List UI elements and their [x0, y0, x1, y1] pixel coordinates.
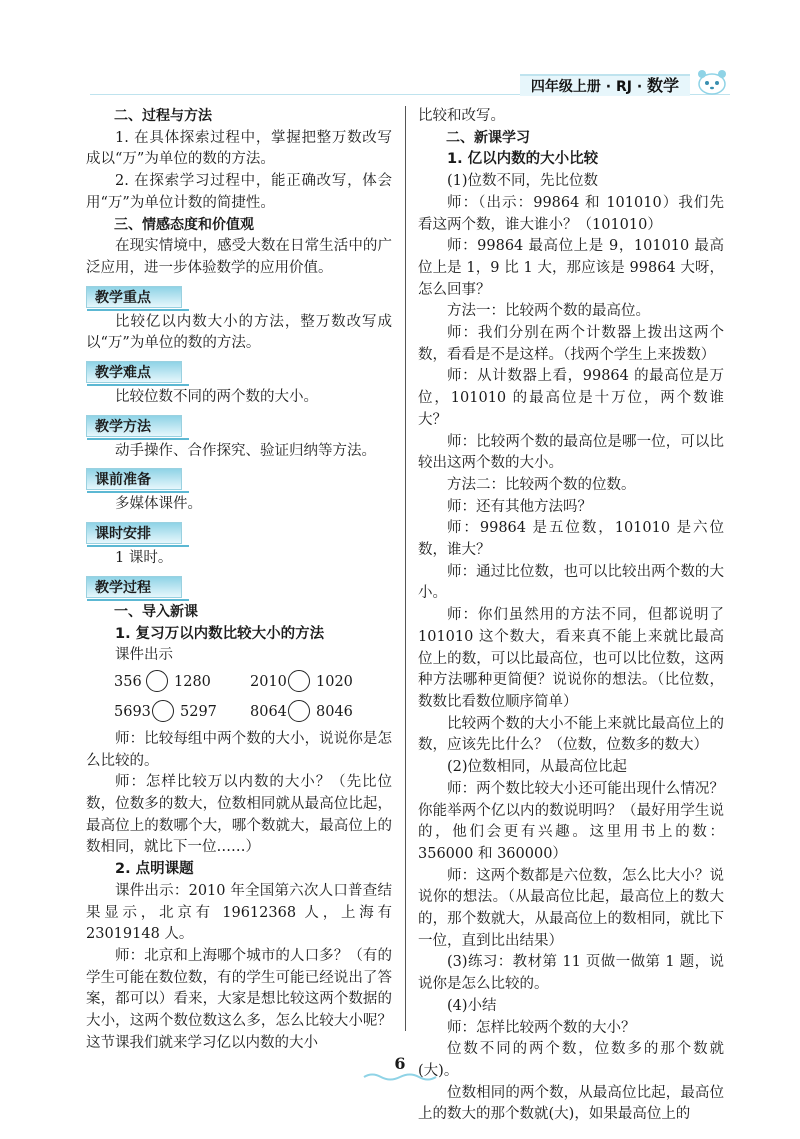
paragraph: 位数相同的两个数，从最高位比起，最高位上的数大的那个数就(大)，如果最高位上的: [418, 1084, 724, 1123]
wave-ornament-icon: [362, 1072, 438, 1082]
paragraph: 2. 在探索学习过程中，能正确改写，体会用“万”为单位计数的简捷性。: [86, 173, 392, 211]
panda-mascot-icon: [694, 66, 730, 96]
blank-circle: [288, 700, 310, 722]
paragraph: 动手操作、合作探究、验证归纳等方法。: [115, 442, 376, 459]
paragraph: 课件出示: [115, 647, 173, 664]
paragraph: 师：比较两个数的最高位是哪一位，可以比较出这两个数的大小。: [418, 433, 724, 472]
paragraph: 师：两个数比较大小还可能出现什么情况？你能举两个亿以内的数说明吗？（最好用学生说的，他们会更有兴趣。这里用书上的数：356000 和 360000）: [418, 780, 724, 862]
section-heading-emotion: 三、情感态度和价值观: [114, 216, 254, 233]
paragraph: 比较位数不同的两个数的大小。: [115, 389, 318, 406]
paragraph: 方法一：比较两个数的最高位。: [447, 303, 650, 320]
paragraph: 师：怎样比较两个数的大小？: [447, 1019, 636, 1036]
paragraph: 师：从计数器上看，99864 的最高位是万位，101010 的最高位是十万位，两个数谁大？: [418, 368, 724, 428]
paragraph: 1 课时。: [115, 550, 173, 567]
paragraph: (4)小结: [447, 997, 497, 1014]
tag-process: 教学过程: [86, 576, 182, 598]
paragraph: 1. 在具体探索过程中，掌握把整万数改写成以“万”为单位的数的方法。: [86, 129, 392, 168]
section-heading-new: 二、新课学习: [446, 129, 530, 146]
paragraph: 师：（出示：99864 和 101010）我们先看这两个数，谁大谁小？（101010）: [418, 194, 724, 233]
header-grade: 四年级上册 · RJ ·: [530, 79, 648, 95]
right-column: [418, 106, 724, 1126]
paragraph: 多媒体课件。: [115, 496, 202, 513]
paragraph: 师：还有其他方法吗？: [447, 498, 592, 515]
tag-schedule: 课时安排: [86, 522, 182, 544]
tag-difficulties: 教学难点: [86, 361, 182, 383]
subheading-topic: 2. 点明课题: [115, 861, 194, 878]
paragraph: (2)位数相同，从最高位比起: [447, 759, 628, 776]
paragraph: 师：北京和上海哪个城市的人口多？（有的学生可能在数位数，有的学生可能已经说出了答案，都可以）看来，大家是想比较这两个数据的大小，这两个数位数这么多，怎么比较大小呢？这节课我们就来学习亿以内数的大小: [86, 947, 392, 1051]
running-header: [520, 74, 690, 96]
paragraph: 比较和改写。: [418, 108, 505, 124]
paragraph: 师：99864 最高位上是 9，101010 最高位上是 1，9 比 1 大，那应该是 99864 大呀，怎么回事？: [418, 238, 724, 298]
subheading-review: 1. 复习万以内数比较大小的方法: [115, 625, 325, 642]
paragraph: (1)位数不同，先比位数: [447, 173, 599, 190]
paragraph: 师：通过比位数，也可以比较出两个数的大小。: [418, 563, 724, 602]
paragraph: 师：99864 是五位数，101010 是六位数，谁大？: [418, 520, 724, 559]
paragraph: 比较亿以内数大小的方法，整万数改写成以“万”为单位的数的方法。: [86, 313, 392, 352]
paragraph: 师：这两个数都是六位数，怎么比大小？说说你的想法。（从最高位比起，最高位上的数大的，那个数就大，从最高位上的数相同，就比下一位，直到比出结果）: [418, 867, 724, 949]
tag-preparation: 课前准备: [86, 468, 182, 490]
page-number: 6: [394, 1054, 406, 1073]
number: 8046: [316, 703, 353, 720]
compare-row-1: [86, 669, 392, 697]
paragraph: 比较两个数的大小不能上来就比最高位上的数，应该先比什么？（位数，位数多的数大）: [418, 715, 724, 754]
section-heading-intro: 一、导入新课: [114, 603, 198, 620]
paragraph: 方法二：比较两个数的位数。: [447, 476, 636, 493]
paragraph: 在现实情境中，感受大数在日常生活中的广泛应用，进一步体验数学的应用价值。: [86, 238, 392, 276]
subheading-compare: 1. 亿以内数的大小比较: [447, 151, 599, 168]
paragraph: 师：怎样比较万以内数的大小？（先比位数，位数多的数大，位数相同就从最高位比起，最高位上的数哪个大，哪个数就大，最高位上的数相同，就比下一位……）: [86, 774, 392, 856]
column-divider: [405, 106, 406, 1031]
tag-key-points: 教学重点: [86, 286, 182, 308]
number: 5693: [114, 703, 151, 720]
header-subject: 数学: [647, 76, 680, 95]
paragraph: 师：你们虽然用的方法不同，但都说明了 101010 这个数大，看来真不能上来就比最高位上的数，可以比最高位，也可以比位数，这两种方法哪种更简便？说说你的想法。（比位数，数数比看数位顺序简单）: [418, 607, 724, 710]
blank-circle: [146, 670, 168, 692]
paragraph: 师：比较每组中两个数的大小，说说你是怎么比较的。: [86, 730, 392, 769]
blank-circle: [288, 670, 310, 692]
paragraph: 师：我们分别在两个计数器上拨出这两个数，看看是不是这样。（找两个学生上来拨数）: [418, 325, 724, 363]
paragraph: 位数不同的两个数，位数多的那个数就(大)。: [418, 1041, 724, 1079]
compare-row-2: [86, 699, 392, 727]
number: 8064: [250, 703, 287, 720]
number: 5297: [180, 703, 217, 720]
tag-methods: 教学方法: [86, 415, 182, 437]
number: 2010: [250, 673, 287, 690]
left-column: [86, 106, 392, 1055]
number: 356: [114, 673, 142, 690]
paragraph: 课件出示：2010 年全国第六次人口普查结果显示，北京有 19612368 人，上海有 23019148 人。: [86, 882, 392, 943]
blank-circle: [152, 700, 174, 722]
number: 1280: [174, 673, 211, 690]
section-heading-process: 二、过程与方法: [114, 108, 212, 124]
paragraph: (3)练习：教材第 11 页做一做第 1 题，说说你是怎么比较的。: [418, 954, 724, 993]
number: 1020: [316, 673, 353, 690]
